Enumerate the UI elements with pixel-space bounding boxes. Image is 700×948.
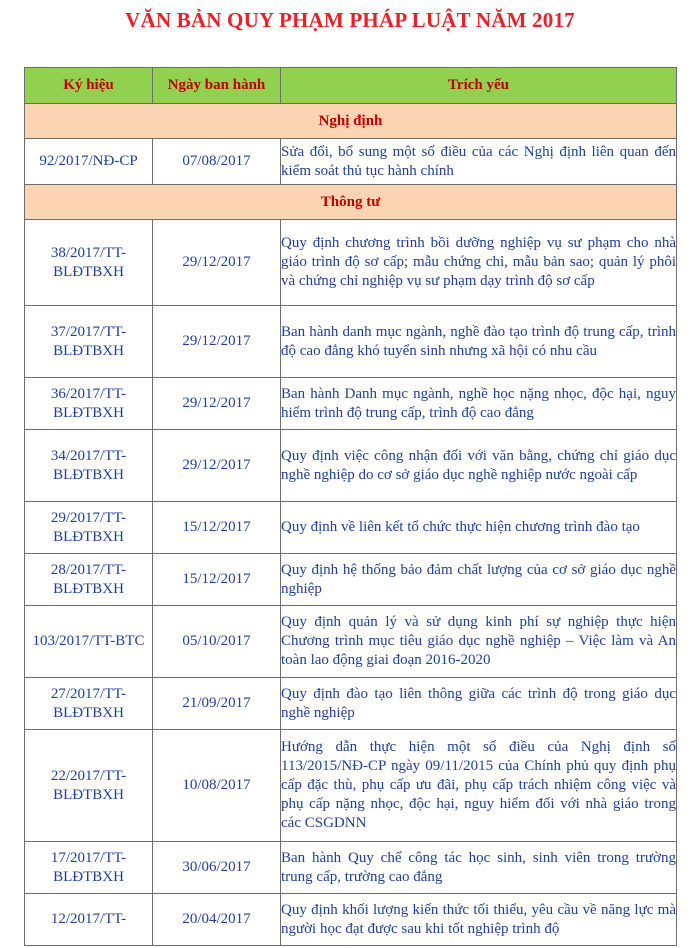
issue-date: 15/12/2017 [153,554,281,606]
section-row-circulars [25,185,677,220]
page-title: VĂN BẢN QUY PHẠM PHÁP LUẬT NĂM 2017 [125,8,575,32]
header-code: Ký hiệu [25,68,153,104]
table-row [25,678,677,730]
legal-documents-table [24,67,677,946]
table-row [25,306,677,378]
table-row [25,378,677,430]
document-summary: Quy định hệ thống bảo đảm chất lượng của cơ sở giáo dục nghề nghiệp [281,554,677,606]
table-header-row [25,68,677,104]
table-row [25,554,677,606]
section-title-circulars: Thông tư [25,185,677,220]
document-code: 36/2017/TT-BLĐTBXH [25,378,153,430]
issue-date: 20/04/2017 [153,894,281,946]
document-code: 37/2017/TT-BLĐTBXH [25,306,153,378]
document-summary: Hướng dẫn thực hiện một số điều của Nghị định số 113/2015/NĐ-CP ngày 09/11/2015 của Chính phủ quy định phụ cấp đặc thù, phụ cấp ưu đãi, phụ cấp trách nhiệm công việc và phụ cấp nặng nhọc, độc hại, nguy hiểm đối với nhà giáo trong các CSGDNN [281,730,677,842]
document-code: 92/2017/NĐ-CP [25,139,153,185]
document-summary: Quy định chương trình bồi dưỡng nghiệp vụ sư phạm cho nhà giáo trình độ sơ cấp; mẫu chứng chỉ, mẫu bản sao; quản lý phôi và chứng chỉ nghiệp vụ sư phạm dạy trình độ sơ cấp [281,220,677,306]
table-row [25,139,677,185]
issue-date: 21/09/2017 [153,678,281,730]
issue-date: 10/08/2017 [153,730,281,842]
table-row [25,894,677,946]
document-code: 22/2017/TT-BLĐTBXH [25,730,153,842]
document-summary: Quy định đào tạo liên thông giữa các trình độ trong giáo dục nghề nghiệp [281,678,677,730]
document-summary: Ban hành Quy chế công tác học sinh, sinh viên trong trường trung cấp, trường cao đẳng [281,842,677,894]
document-code: 29/2017/TT-BLĐTBXH [25,502,153,554]
table-row [25,842,677,894]
document-summary: Quy định quản lý và sử dụng kinh phí sự nghiệp thực hiện Chương trình mục tiêu giáo dục nghề nghiệp – Việc làm và An toàn lao động giai đoạn 2016-2020 [281,606,677,678]
document-code: 12/2017/TT- [25,894,153,946]
document-summary: Sửa đổi, bổ sung một số điều của các Nghị định liên quan đến kiểm soát thủ tục hành chính [281,139,677,185]
issue-date: 29/12/2017 [153,378,281,430]
document-code: 34/2017/TT-BLĐTBXH [25,430,153,502]
document-summary: Quy định khối lượng kiến thức tối thiểu, yêu cầu về năng lực mà người học đạt được sau khi tốt nghiệp trình độ [281,894,677,946]
issue-date: 15/12/2017 [153,502,281,554]
issue-date: 29/12/2017 [153,220,281,306]
document-code: 38/2017/TT-BLĐTBXH [25,220,153,306]
section-title-decrees: Nghị định [25,104,677,139]
table-row [25,430,677,502]
header-date: Ngày ban hành [153,68,281,104]
document-summary: Quy định việc công nhận đối với văn bằng, chứng chỉ giáo dục nghề nghiệp do cơ sở giáo dục nghề nghiệp nước ngoài cấp [281,430,677,502]
table-row [25,606,677,678]
document-code: 28/2017/TT-BLĐTBXH [25,554,153,606]
table-row [25,220,677,306]
table-row [25,730,677,842]
document-code: 103/2017/TT-BTC [25,606,153,678]
issue-date: 29/12/2017 [153,306,281,378]
header-summary: Trích yếu [281,68,677,104]
issue-date: 29/12/2017 [153,430,281,502]
document-summary: Quy định về liên kết tổ chức thực hiện chương trình đào tạo [281,502,677,554]
section-row-decrees [25,104,677,139]
table-row [25,502,677,554]
issue-date: 05/10/2017 [153,606,281,678]
document-code: 17/2017/TT-BLĐTBXH [25,842,153,894]
document-code: 27/2017/TT-BLĐTBXH [25,678,153,730]
issue-date: 30/06/2017 [153,842,281,894]
issue-date: 07/08/2017 [153,139,281,185]
document-summary: Ban hành Danh mục ngành, nghề học nặng nhọc, độc hại, nguy hiểm trình độ trung cấp, trình độ cao đẳng [281,378,677,430]
document-summary: Ban hành danh mục ngành, nghề đào tạo trình độ trung cấp, trình độ cao đẳng khó tuyển sinh nhưng xã hội có nhu cầu [281,306,677,378]
